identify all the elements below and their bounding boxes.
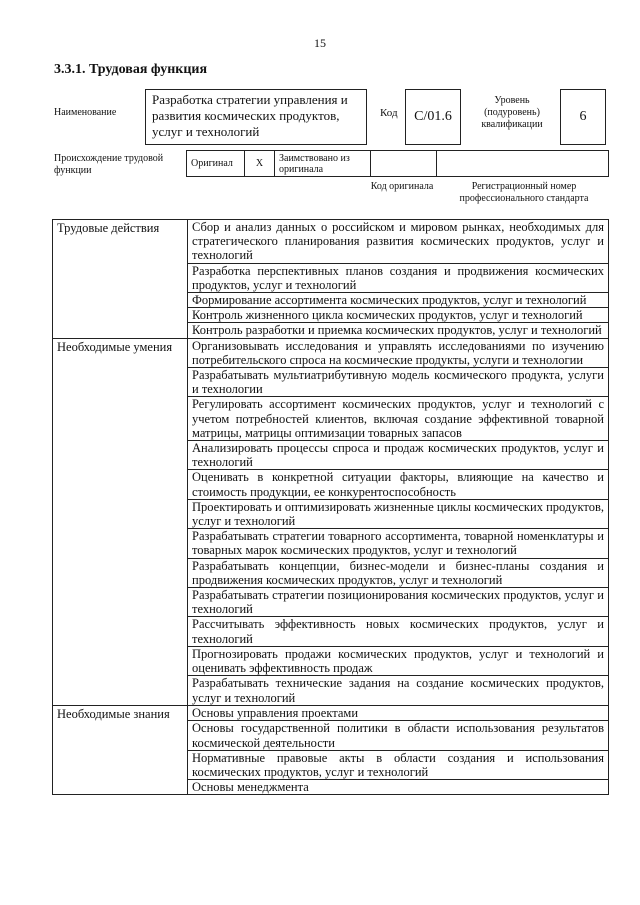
group-item: Контроль разработки и приемка космических продуктов, услуг и технологий bbox=[188, 323, 609, 338]
group-title-cell bbox=[53, 499, 188, 528]
group-title-cell bbox=[53, 368, 188, 397]
table-row bbox=[53, 499, 609, 528]
group-item: Нормативные правовые акты в области создания и использования космических продуктов, услуг и технологий bbox=[188, 750, 609, 779]
group-title-cell bbox=[53, 441, 188, 470]
table-row bbox=[53, 470, 609, 499]
group-item: Разработка перспективных планов создания и продвижения космических продуктов, услуг и технологий bbox=[188, 263, 609, 292]
group-title-cell: Необходимые знания bbox=[53, 705, 188, 721]
table-row bbox=[53, 529, 609, 558]
group-title-cell bbox=[53, 529, 188, 558]
borrowed-label: Заимствовано из оригинала bbox=[275, 151, 371, 177]
original-code-cell bbox=[371, 151, 437, 177]
table-row bbox=[53, 646, 609, 675]
table-row bbox=[53, 323, 609, 338]
table-row bbox=[53, 705, 609, 721]
group-title-cell bbox=[53, 721, 188, 750]
table-row bbox=[53, 441, 609, 470]
group-item: Оценивать в конкретной ситуации факторы, влияющие на качество и стоимость продукции, ее конкурентоспособность bbox=[188, 470, 609, 499]
group-title-cell bbox=[53, 263, 188, 292]
table-row bbox=[53, 558, 609, 587]
group-item: Основы менеджмента bbox=[188, 780, 609, 795]
function-details-table bbox=[52, 219, 609, 795]
table-row bbox=[53, 617, 609, 646]
group-item: Прогнозировать продажи космических продуктов, услуг и технологий и оценивать эффективность продаж bbox=[188, 646, 609, 675]
origin-label: Происхождение трудовой функции bbox=[54, 153, 164, 176]
group-item: Разрабатывать мультиатрибутивную модель космического продукта, услуги и технологии bbox=[188, 368, 609, 397]
original-mark: X bbox=[245, 151, 275, 177]
group-item: Разрабатывать технические задания на создание космических продуктов, услуг и технологий bbox=[188, 676, 609, 705]
group-item: Регулировать ассортимент космических продуктов, услуг и технологий с учетом потребностей клиентов, включая создание эффективной товарной матрицы, матрицы оптимизации товарных запасов bbox=[188, 397, 609, 441]
table-row bbox=[53, 750, 609, 779]
group-title-cell: Трудовые действия bbox=[53, 220, 188, 264]
group-title-cell bbox=[53, 617, 188, 646]
group-title-cell bbox=[53, 780, 188, 795]
group-title-cell bbox=[53, 323, 188, 338]
group-item: Разрабатывать стратегии позиционирования космических продуктов, услуг и технологий bbox=[188, 588, 609, 617]
table-row bbox=[53, 721, 609, 750]
table-row bbox=[53, 588, 609, 617]
section-title: 3.3.1. Трудовая функция bbox=[54, 62, 208, 77]
group-title-cell bbox=[53, 308, 188, 323]
function-code: C/01.6 bbox=[405, 89, 461, 145]
level-label: Уровень (подуровень) квалификации bbox=[481, 95, 543, 130]
group-title-cell bbox=[53, 397, 188, 441]
table-row bbox=[53, 368, 609, 397]
table-row bbox=[53, 220, 609, 264]
group-item: Разрабатывать стратегии товарного ассортимента, товарной номенклатуры и товарных марок космических продуктов, услуг и технологий bbox=[188, 529, 609, 558]
group-title-cell bbox=[53, 558, 188, 587]
group-item: Основы управления проектами bbox=[188, 705, 609, 721]
table-row bbox=[53, 293, 609, 308]
group-item: Сбор и анализ данных о российском и мировом рынках, необходимых для стратегического планирования развития космических продуктов, услуг и технологий bbox=[188, 220, 609, 264]
table-row bbox=[53, 338, 609, 367]
group-item: Основы государственной политики в области использования результатов космической деятельности bbox=[188, 721, 609, 750]
code-label: Код bbox=[380, 107, 398, 119]
group-title-cell bbox=[53, 470, 188, 499]
group-item: Анализировать процессы спроса и продаж космических продуктов, услуг и технологий bbox=[188, 441, 609, 470]
table-row bbox=[53, 397, 609, 441]
origin-table bbox=[186, 150, 609, 177]
reg-number-cell bbox=[437, 151, 609, 177]
qualification-level: 6 bbox=[560, 89, 606, 145]
name-label: Наименование bbox=[54, 107, 117, 118]
table-row bbox=[53, 780, 609, 795]
group-title-cell bbox=[53, 646, 188, 675]
table-row bbox=[53, 308, 609, 323]
group-title-cell bbox=[53, 676, 188, 705]
group-title-cell bbox=[53, 293, 188, 308]
group-item: Контроль жизненного цикла космических продуктов, услуг и технологий bbox=[188, 308, 609, 323]
group-title-cell bbox=[53, 588, 188, 617]
group-item: Рассчитывать эффективность новых космических продуктов, услуг и технологий bbox=[188, 617, 609, 646]
group-item: Разрабатывать концепции, бизнес-модели и бизнес-планы создания и продвижения космических продуктов, услуг и технологий bbox=[188, 558, 609, 587]
group-item: Организовывать исследования и управлять исследованиями по изучению потребительского спроса на космические продукты, услуги и технологии bbox=[188, 338, 609, 367]
function-name: Разработка стратегии управления и развития космических продуктов, услуг и технологий bbox=[145, 89, 367, 145]
group-item: Проектировать и оптимизировать жизненные циклы космических продуктов, услуг и технологий bbox=[188, 499, 609, 528]
group-title-cell: Необходимые умения bbox=[53, 338, 188, 367]
group-item: Формирование ассортимента космических продуктов, услуг и технологий bbox=[188, 293, 609, 308]
table-row bbox=[53, 676, 609, 705]
table-row bbox=[53, 263, 609, 292]
original-label: Оригинал bbox=[187, 151, 245, 177]
group-title-cell bbox=[53, 750, 188, 779]
page-number: 15 bbox=[314, 36, 326, 50]
code-caption: Код оригинала bbox=[370, 181, 434, 192]
reg-caption: Регистрационный номер профессионального стандарта bbox=[459, 181, 589, 204]
